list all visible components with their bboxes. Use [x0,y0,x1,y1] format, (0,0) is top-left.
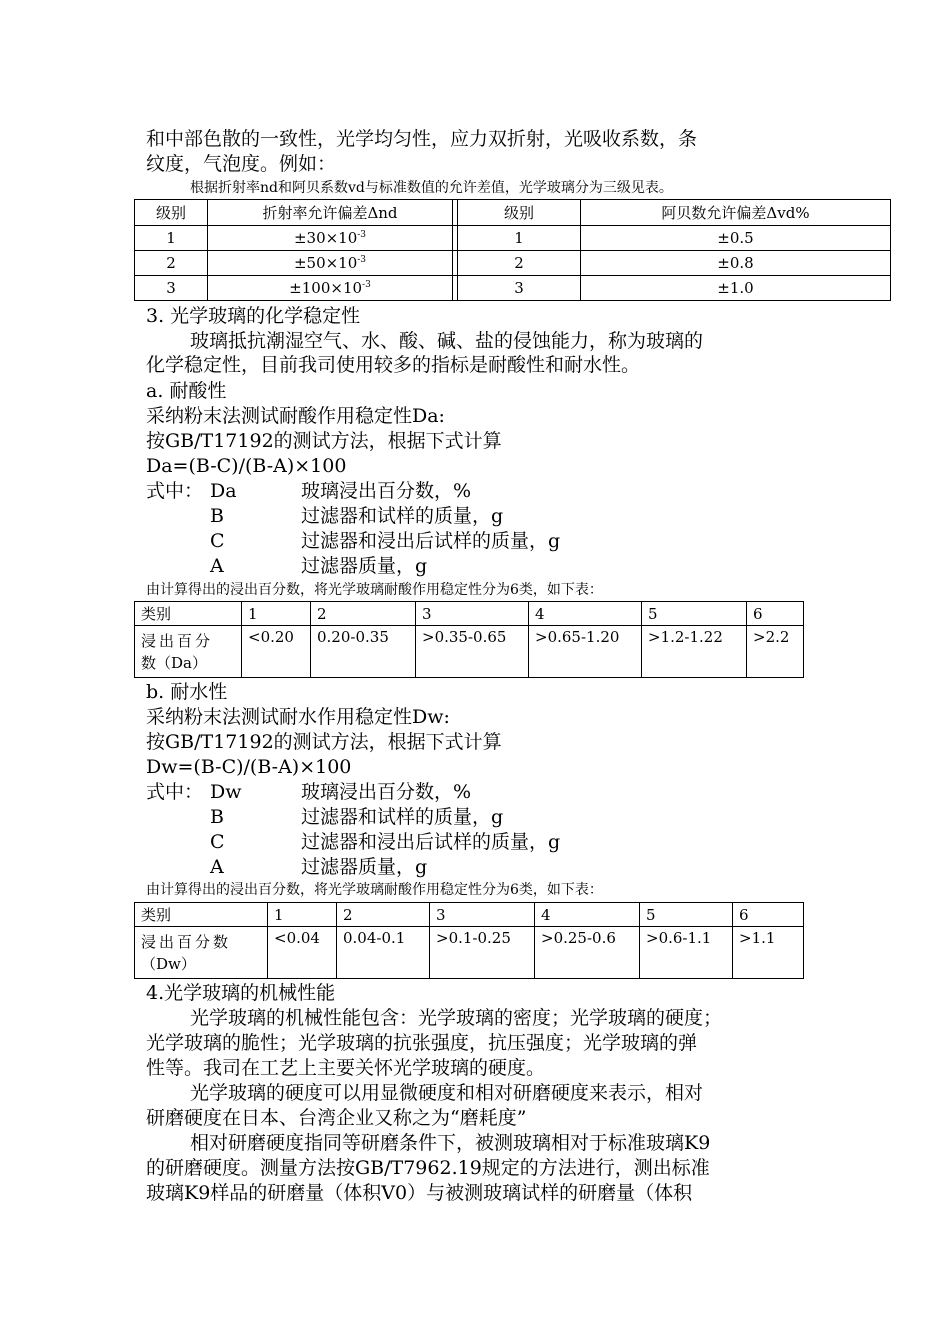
table-row [135,226,891,251]
table-cell: >0.1-0.25 [430,927,535,979]
paragraph-line: 相对研磨硬度指同等研磨条件下，被测玻璃相对于标准玻璃K9 [190,1132,711,1154]
definition: 玻璃浸出百分数，% [301,480,472,502]
table-cell: 3 [458,276,581,301]
section-heading: 4.光学玻璃的机械性能 [146,982,336,1004]
table-caption: 由计算得出的浸出百分数，将光学玻璃耐酸作用稳定性分为6类，如下表： [146,882,603,898]
table-cell: 0.04-0.1 [337,927,430,979]
paragraph-line: 和中部色散的一致性，光学均匀性，应力双折射，光吸收系数，条 [146,128,698,150]
paragraph-line: 采纳粉末法测试耐水作用稳定性Dw: [146,706,450,728]
tolerance-table [134,199,891,301]
table-cell: 2 [337,903,430,927]
definition: 过滤器和浸出后试样的质量，g [301,530,561,552]
table-row [135,276,891,301]
section-heading: 3. 光学玻璃的化学稳定性 [146,305,361,327]
table-cell: $\pm 50\times 10^{-3}$ [208,251,453,276]
symbol: Dw [210,781,242,803]
table-header: 级别 [135,200,208,226]
table-header: 阿贝数允许偏差Δvd% [581,200,891,226]
table-cell: >1.1 [733,927,804,979]
definition: 过滤器质量，g [301,856,428,878]
table-cell: >0.65-1.20 [529,626,642,678]
definition: 玻璃浸出百分数，% [301,781,472,803]
table-cell: >0.6-1.1 [640,927,733,979]
table-cell: 2 [135,251,208,276]
where-label: 式中： [146,480,204,502]
table-cell: 5 [642,602,747,626]
paragraph-line: 玻璃抵抗潮湿空气、水、酸、碱、盐的侵蚀能力，称为玻璃的 [190,330,704,352]
table-cell: 6 [733,903,804,927]
symbol: B [210,505,224,527]
subsection-heading: a. 耐酸性 [146,380,227,402]
symbol: C [210,530,225,552]
paragraph-line: 采纳粉末法测试耐酸作用稳定性Da: [146,405,445,427]
table-header: 浸出百分 数（Da） [135,626,242,678]
table-cell: $\pm 100\times 10^{-3}$ [208,276,453,301]
table-cell: ±1.0 [581,276,891,301]
table-cell: 5 [640,903,733,927]
symbol: A [210,555,224,577]
table-cell: >2.2 [747,626,804,678]
table-cell: ±0.5 [581,226,891,251]
table-caption: 根据折射率nd和阿贝系数vd与标准数值的允许差值，光学玻璃分为三级见表。 [190,180,673,196]
table-cell: >0.35-0.65 [416,626,529,678]
definition: 过滤器和试样的质量，g [301,505,504,527]
table-cell: >0.25-0.6 [535,927,640,979]
table-cell: <0.04 [268,927,337,979]
table-header: 类别 [135,602,242,626]
formula: Dw=(B-C)/(B-A)×100 [146,756,352,778]
paragraph-line: 纹度，气泡度。例如： [146,153,337,175]
symbol: A [210,856,224,878]
paragraph-line: 性等。我司在工艺上主要关怀光学玻璃的硬度。 [146,1057,546,1079]
table-cell: ±0.8 [581,251,891,276]
subsection-heading: b. 耐水性 [146,681,228,703]
paragraph-line: 按GB/T17192的测试方法，根据下式计算 [146,430,502,452]
table-cell: 1 [135,226,208,251]
table-cell: 3 [135,276,208,301]
symbol: B [210,806,224,828]
where-label: 式中： [146,781,204,803]
definition: 过滤器质量，g [301,555,428,577]
table-cell: <0.20 [242,626,311,678]
table-cell: 2 [311,602,416,626]
table-cell: 1 [242,602,311,626]
table-header: 浸出百分数 （Dw） [135,927,268,979]
table-row [135,626,804,678]
table-cell: 2 [458,251,581,276]
table-header: 折射率允许偏差Δnd [208,200,453,226]
table-cell: 6 [747,602,804,626]
paragraph-line: 按GB/T17192的测试方法，根据下式计算 [146,731,502,753]
paragraph-line: 玻璃K9样品的研磨量（体积V0）与被测玻璃试样的研磨量（体积 [146,1182,693,1204]
table-header: 级别 [458,200,581,226]
definition: 过滤器和浸出后试样的质量，g [301,831,561,853]
table-cell: 1 [458,226,581,251]
table-row [135,927,804,979]
paragraph-line: 光学玻璃的脆性；光学玻璃的抗张强度，抗压强度；光学玻璃的弹 [146,1032,698,1054]
table-row [135,251,891,276]
water-class-table [134,902,804,979]
paragraph-line: 的研磨硬度。测量方法按GB/T7962.19规定的方法进行，测出标准 [146,1157,710,1179]
paragraph-line: 光学玻璃的机械性能包含：光学玻璃的密度；光学玻璃的硬度； [190,1007,723,1029]
table-cell: 0.20-0.35 [311,626,416,678]
symbol: Da [210,480,237,502]
table-cell: 4 [529,602,642,626]
symbol: C [210,831,225,853]
table-header: 类别 [135,903,268,927]
table-cell: 3 [430,903,535,927]
paragraph-line: 研磨硬度在日本、台湾企业又称之为“磨耗度” [146,1107,527,1129]
table-cell: >1.2-1.22 [642,626,747,678]
table-cell: 1 [268,903,337,927]
table-cell: 4 [535,903,640,927]
definition: 过滤器和试样的质量，g [301,806,504,828]
formula: Da=(B-C)/(B-A)×100 [146,455,347,477]
table-cell: 3 [416,602,529,626]
table-caption: 由计算得出的浸出百分数，将光学玻璃耐酸作用稳定性分为6类，如下表： [146,582,603,598]
acid-class-table [134,601,804,678]
table-cell: $\pm 30\times 10^{-3}$ [208,226,453,251]
paragraph-line: 化学稳定性，目前我司使用较多的指标是耐酸性和耐水性。 [146,354,641,376]
paragraph-line: 光学玻璃的硬度可以用显微硬度和相对研磨硬度来表示，相对 [190,1082,704,1104]
